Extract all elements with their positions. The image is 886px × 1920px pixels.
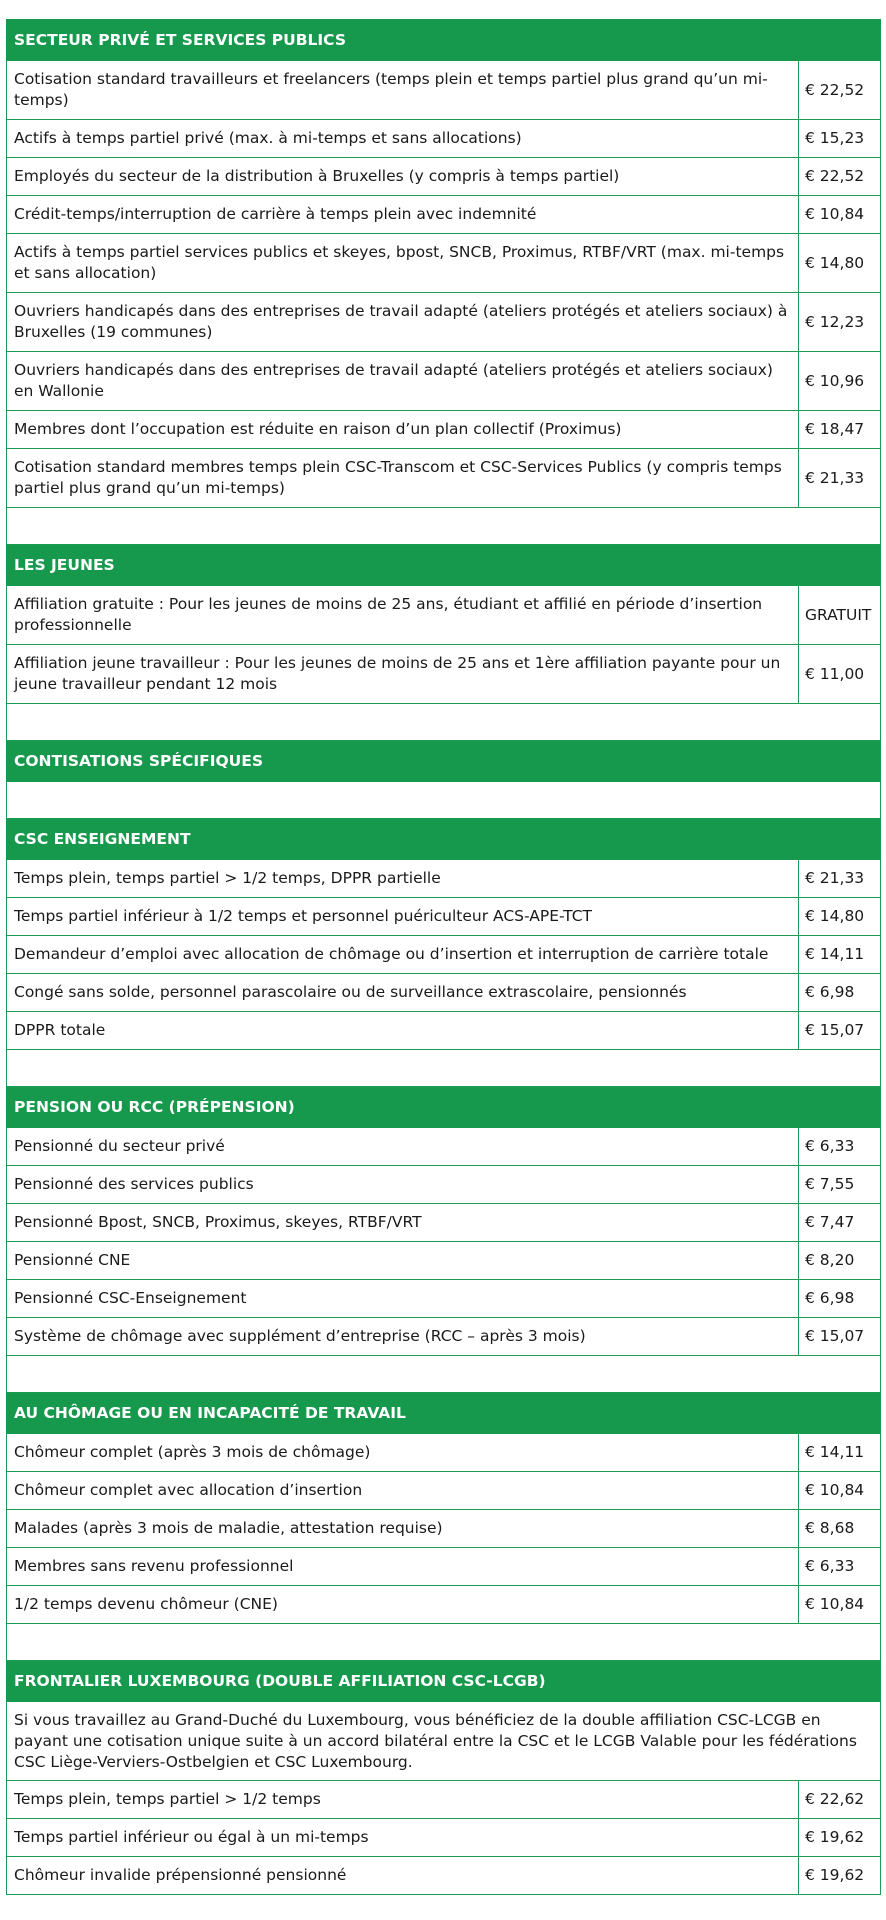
contribution-table [6, 19, 881, 1895]
row-label: Crédit-temps/interruption de carrière à temps plein avec indemnité [7, 196, 799, 234]
table-row [7, 586, 881, 645]
row-price: € 15,07 [799, 1012, 881, 1050]
section-title: FRONTALIER LUXEMBOURG (DOUBLE AFFILIATION CSC-LCGB) [7, 1661, 881, 1702]
table-row [7, 352, 881, 411]
row-label: Employés du secteur de la distribution à Bruxelles (y compris à temps partiel) [7, 158, 799, 196]
row-price: € 10,84 [799, 196, 881, 234]
spacer-row [7, 1050, 881, 1087]
row-price: € 10,84 [799, 1472, 881, 1510]
table-row [7, 234, 881, 293]
row-price: € 6,98 [799, 974, 881, 1012]
table-row [7, 1548, 881, 1586]
row-price: € 8,20 [799, 1242, 881, 1280]
row-label: Chômeur invalide prépensionné pensionné [7, 1857, 799, 1895]
table-row [7, 293, 881, 352]
table-row [7, 1280, 881, 1318]
spacer-row [7, 508, 881, 545]
spacer-cell [7, 1624, 881, 1661]
section-header-prive [7, 20, 881, 61]
contribution-table-container [6, 19, 880, 1895]
row-price: € 14,80 [799, 898, 881, 936]
row-label: Pensionné du secteur privé [7, 1128, 799, 1166]
row-price: € 11,00 [799, 645, 881, 704]
row-label: Malades (après 3 mois de maladie, attestation requise) [7, 1510, 799, 1548]
table-row [7, 645, 881, 704]
table-row [7, 1819, 881, 1857]
row-price: € 18,47 [799, 411, 881, 449]
table-row [7, 1166, 881, 1204]
table-row [7, 158, 881, 196]
section-header-specifiques [7, 741, 881, 782]
section-header-enseignement [7, 819, 881, 860]
row-label: Chômeur complet avec allocation d’insertion [7, 1472, 799, 1510]
row-price: GRATUIT [799, 586, 881, 645]
spacer-cell [7, 1356, 881, 1393]
row-label: Ouvriers handicapés dans des entreprises de travail adapté (ateliers protégés et ateliers sociaux) à Bruxelles (19 communes) [7, 293, 799, 352]
table-row [7, 1242, 881, 1280]
row-label: Temps partiel inférieur à 1/2 temps et personnel puériculteur ACS-APE-TCT [7, 898, 799, 936]
table-row [7, 860, 881, 898]
row-label: Pensionné Bpost, SNCB, Proximus, skeyes, RTBF/VRT [7, 1204, 799, 1242]
row-price: € 22,62 [799, 1781, 881, 1819]
table-row [7, 898, 881, 936]
row-label: Congé sans solde, personnel parascolaire ou de surveillance extrascolaire, pensionnés [7, 974, 799, 1012]
row-price: € 10,84 [799, 1586, 881, 1624]
row-label: Cotisation standard membres temps plein CSC-Transcom et CSC-Services Publics (y compris temps partiel plus grand qu’un mi-temps) [7, 449, 799, 508]
table-row [7, 936, 881, 974]
table-row [7, 1586, 881, 1624]
row-price: € 21,33 [799, 860, 881, 898]
spacer-cell [7, 704, 881, 741]
table-row [7, 1012, 881, 1050]
section-title: LES JEUNES [7, 545, 881, 586]
intro-row [7, 1702, 881, 1781]
row-price: € 22,52 [799, 61, 881, 120]
spacer-cell [7, 508, 881, 545]
row-price: € 21,33 [799, 449, 881, 508]
row-label: Ouvriers handicapés dans des entreprises de travail adapté (ateliers protégés et ateliers sociaux) en Wallonie [7, 352, 799, 411]
row-price: € 10,96 [799, 352, 881, 411]
row-label: Temps plein, temps partiel > 1/2 temps, DPPR partielle [7, 860, 799, 898]
table-row [7, 974, 881, 1012]
row-price: € 6,98 [799, 1280, 881, 1318]
table-row [7, 61, 881, 120]
section-header-chomage [7, 1393, 881, 1434]
spacer-cell [7, 782, 881, 819]
spacer-row [7, 704, 881, 741]
row-label: Actifs à temps partiel privé (max. à mi-temps et sans allocations) [7, 120, 799, 158]
section-header-pension [7, 1087, 881, 1128]
spacer-cell [7, 1050, 881, 1087]
section-title: SECTEUR PRIVÉ ET SERVICES PUBLICS [7, 20, 881, 61]
section-header-jeunes [7, 545, 881, 586]
row-label: Cotisation standard travailleurs et freelancers (temps plein et temps partiel plus grand qu’un mi-temps) [7, 61, 799, 120]
spacer-row [7, 1356, 881, 1393]
row-price: € 8,68 [799, 1510, 881, 1548]
row-price: € 19,62 [799, 1819, 881, 1857]
table-row [7, 1472, 881, 1510]
row-label: Pensionné des services publics [7, 1166, 799, 1204]
row-price: € 14,11 [799, 1434, 881, 1472]
section-header-luxembourg [7, 1661, 881, 1702]
row-label: Pensionné CSC-Enseignement [7, 1280, 799, 1318]
row-label: Demandeur d’emploi avec allocation de chômage ou d’insertion et interruption de carrière totale [7, 936, 799, 974]
row-label: DPPR totale [7, 1012, 799, 1050]
row-price: € 22,52 [799, 158, 881, 196]
section-title: CONTISATIONS SPÉCIFIQUES [7, 741, 881, 782]
row-price: € 7,47 [799, 1204, 881, 1242]
row-label: Temps plein, temps partiel > 1/2 temps [7, 1781, 799, 1819]
row-label: Affiliation jeune travailleur : Pour les jeunes de moins de 25 ans et 1ère affiliation payante pour un jeune travailleur pendant 12 mois [7, 645, 799, 704]
row-label: Pensionné CNE [7, 1242, 799, 1280]
table-row [7, 1434, 881, 1472]
row-price: € 14,80 [799, 234, 881, 293]
table-row [7, 196, 881, 234]
spacer-row [7, 1624, 881, 1661]
table-row [7, 449, 881, 508]
row-label: Système de chômage avec supplément d’entreprise (RCC – après 3 mois) [7, 1318, 799, 1356]
row-label: Chômeur complet (après 3 mois de chômage) [7, 1434, 799, 1472]
row-price: € 15,07 [799, 1318, 881, 1356]
table-row [7, 411, 881, 449]
intro-text: Si vous travaillez au Grand-Duché du Luxembourg, vous bénéficiez de la double affiliation CSC-LCGB en payant une cotisation unique suite à un accord bilatéral entre la CSC et le LCGB Valable pour les fédérations CSC Liège-Verviers-Ostbelgien et CSC Luxembourg. [7, 1702, 881, 1781]
row-price: € 15,23 [799, 120, 881, 158]
row-price: € 7,55 [799, 1166, 881, 1204]
row-price: € 6,33 [799, 1548, 881, 1586]
row-price: € 14,11 [799, 936, 881, 974]
table-row [7, 1781, 881, 1819]
row-label: Actifs à temps partiel services publics et skeyes, bpost, SNCB, Proximus, RTBF/VRT (max. mi-temps et sans allocation) [7, 234, 799, 293]
row-label: Membres sans revenu professionnel [7, 1548, 799, 1586]
table-row [7, 1510, 881, 1548]
table-row [7, 1204, 881, 1242]
table-row [7, 1857, 881, 1895]
table-row [7, 1318, 881, 1356]
row-label: Membres dont l’occupation est réduite en raison d’un plan collectif (Proximus) [7, 411, 799, 449]
row-label: Affiliation gratuite : Pour les jeunes de moins de 25 ans, étudiant et affilié en période d’insertion professionnelle [7, 586, 799, 645]
row-label: Temps partiel inférieur ou égal à un mi-temps [7, 1819, 799, 1857]
row-price: € 19,62 [799, 1857, 881, 1895]
row-price: € 6,33 [799, 1128, 881, 1166]
row-label: 1/2 temps devenu chômeur (CNE) [7, 1586, 799, 1624]
section-title: CSC ENSEIGNEMENT [7, 819, 881, 860]
section-title: AU CHÔMAGE OU EN INCAPACITÉ DE TRAVAIL [7, 1393, 881, 1434]
row-price: € 12,23 [799, 293, 881, 352]
section-title: PENSION OU RCC (PRÉPENSION) [7, 1087, 881, 1128]
table-row [7, 120, 881, 158]
spacer-row [7, 782, 881, 819]
table-row [7, 1128, 881, 1166]
